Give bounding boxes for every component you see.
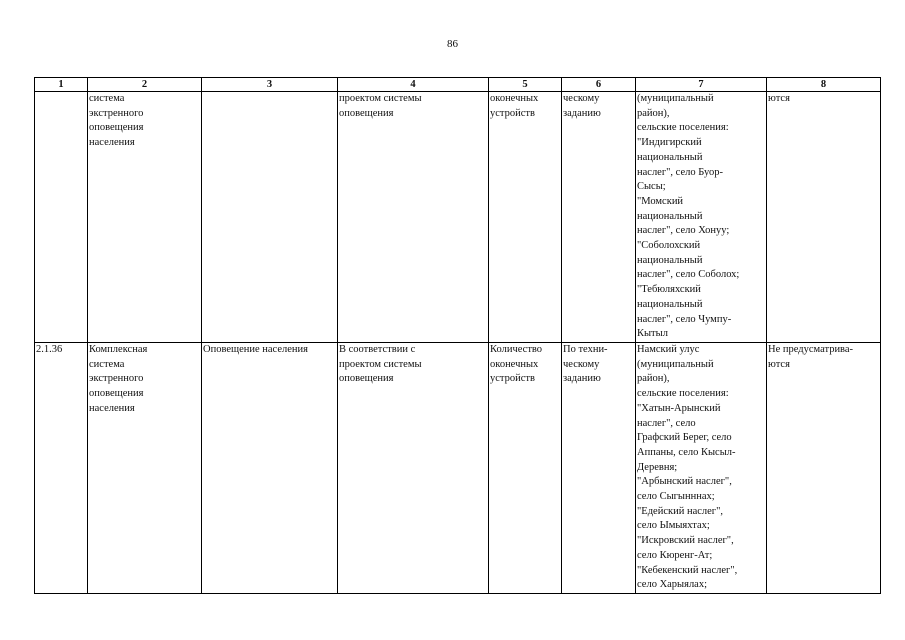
cell-name: система экстренного оповещения населения [88, 92, 202, 343]
page-number: 86 [447, 38, 458, 50]
column-header: 4 [338, 78, 489, 92]
cell-location: (муниципальный район), сельские поселения: "Индигирский национальный наслег", село Буор- Сысы; "Момский национальный наслег", село Хонуу; "Соболохский национальный наслег", село Соболох; "Тебюляхский национальный наслег", село Чумпу- Кытыл [636, 92, 767, 343]
table-row [35, 92, 881, 343]
column-header: 3 [202, 78, 338, 92]
column-header: 8 [767, 78, 881, 92]
cell-zones: ются [767, 92, 881, 343]
table-row [35, 343, 881, 594]
cell-characteristics: оконечных устройств [489, 92, 562, 343]
column-header: 5 [489, 78, 562, 92]
column-header: 7 [636, 78, 767, 92]
cell-location: Намский улус (муниципальный район), сельские поселения: "Хатын-Арынский наслег", село Графский Берег, село Аппаны, село Кысыл- Деревня; "Арбынский наслег", село Сыгынннах; "Едейский наслег", село Ымыяхтах; "Искровский наслег", село Кюренг-Ат; "Кебекенский наслег", село Харыялах; [636, 343, 767, 594]
cell-basis: В соответствии с проектом системы оповещения [338, 343, 489, 594]
column-header: 6 [562, 78, 636, 92]
cell-number: 2.1.36 [35, 343, 88, 594]
cell-characteristics: Количество оконечных устройств [489, 343, 562, 594]
planning-table [34, 77, 881, 594]
cell-term: По техни- ческому заданию [562, 343, 636, 594]
cell-basis: проектом системы оповещения [338, 92, 489, 343]
cell-term: ческому заданию [562, 92, 636, 343]
cell-number [35, 92, 88, 343]
cell-purpose: Оповещение населения [202, 343, 338, 594]
cell-zones: Не предусматрива- ются [767, 343, 881, 594]
cell-name: Комплексная система экстренного оповещения населения [88, 343, 202, 594]
cell-purpose [202, 92, 338, 343]
header-row [35, 78, 881, 92]
column-header: 2 [88, 78, 202, 92]
column-header: 1 [35, 78, 88, 92]
